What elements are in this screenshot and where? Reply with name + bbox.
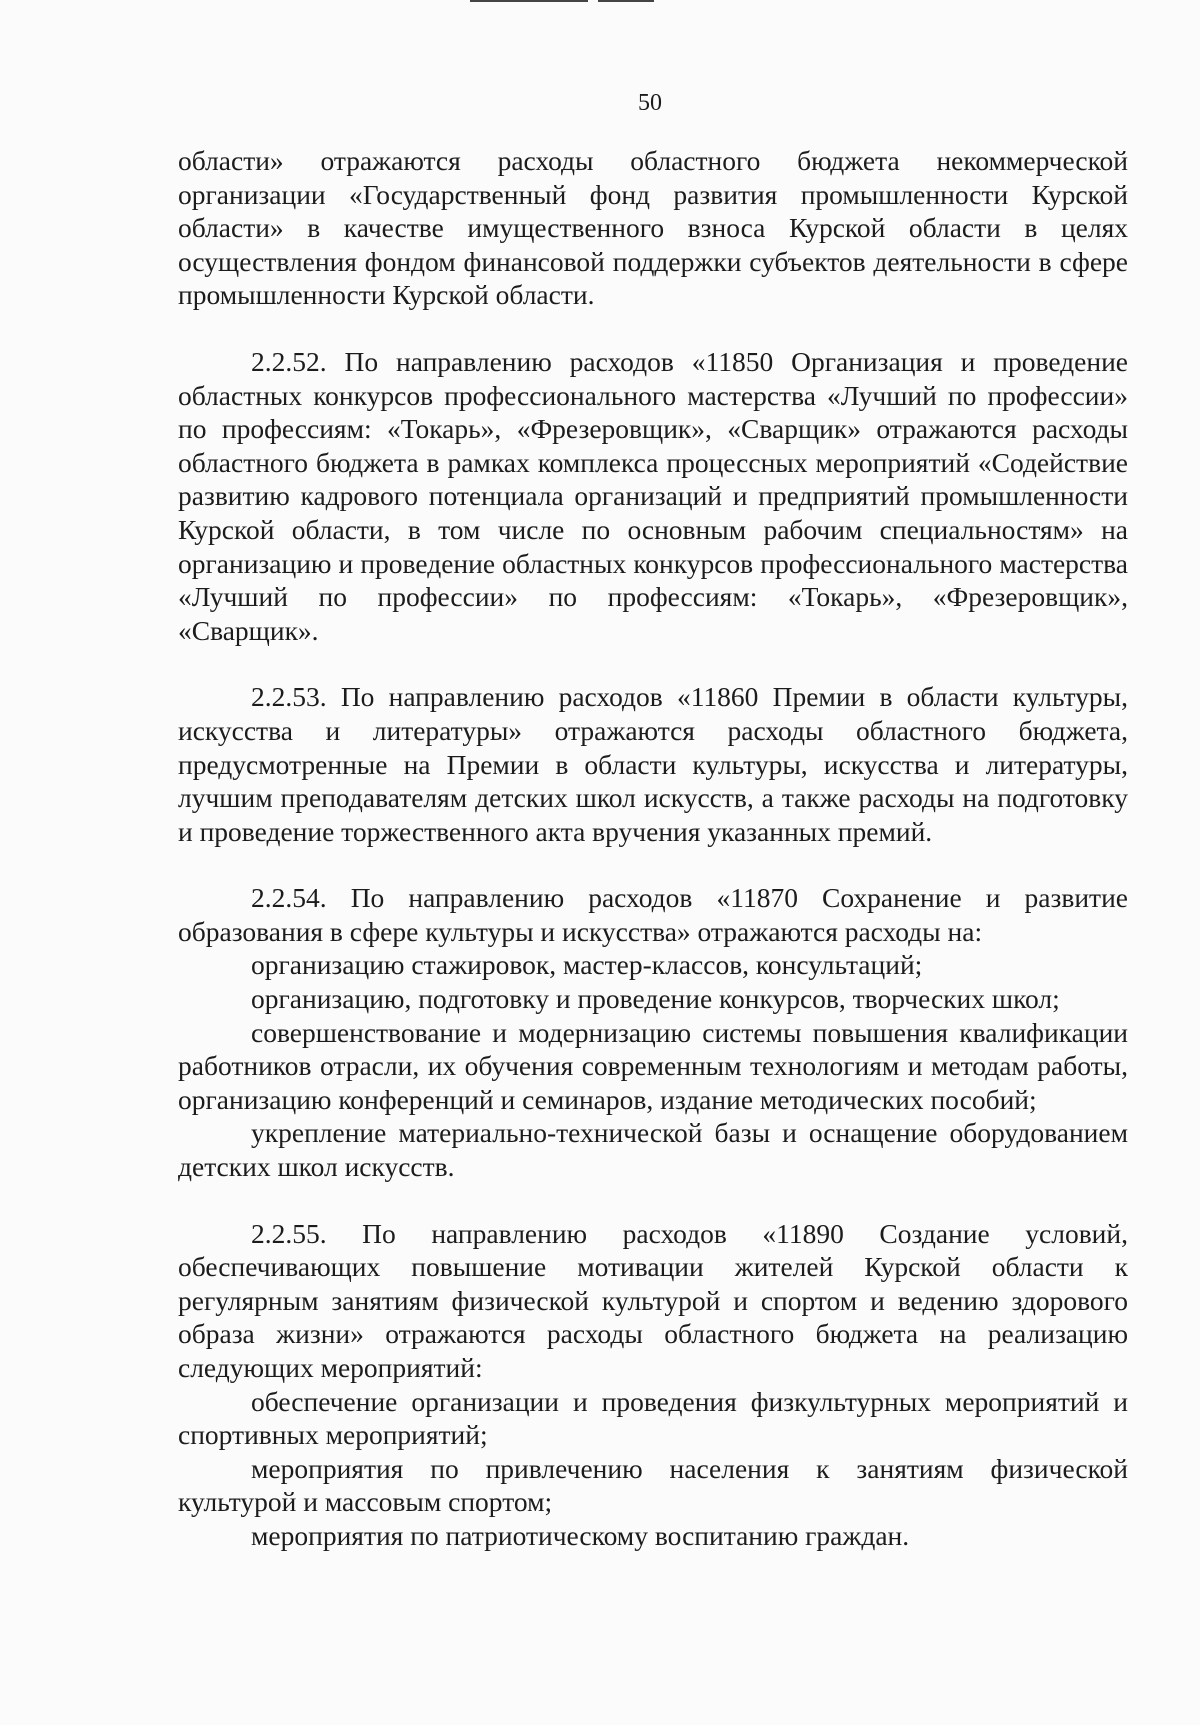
- paragraph-continuation: области» отражаются расходы областного бюджета некоммерческой организации «Государственный фонд развития промышленности Курской области» в качестве имущественного взноса Курской области в целях осуществления фондом финансовой поддержки субъектов деятельности в сфере промышленности Курской области.: [178, 145, 1128, 311]
- list-item: обеспечение организации и проведения физкультурных мероприятий и спортивных мероприятий;: [178, 1385, 1128, 1451]
- scan-edge-mark: [470, 0, 588, 2]
- page-number: 50: [638, 90, 662, 116]
- paragraph-section-2-2-53: 2.2.53. По направлению расходов «11860 Премии в области культуры, искусства и литературы» отражаются расходы областного бюджета, предусмотренные на Премии в области культуры, искусства и литературы, лучшим преподавателям детских школ искусств, а также расходы на подготовку и проведение торжественного акта вручения указанных премий.: [178, 681, 1128, 847]
- list-item: мероприятия по привлечению населения к занятиям физической культурой и массовым спортом;: [178, 1452, 1128, 1518]
- list-item: мероприятия по патриотическому воспитанию граждан.: [251, 1519, 910, 1551]
- paragraph-section-2-2-54: 2.2.54. По направлению расходов «11870 Сохранение и развитие образования в сфере культуры и искусства» отражаются расходы на:: [178, 882, 1128, 947]
- list-item: организацию стажировок, мастер-классов, консультаций;: [251, 949, 923, 981]
- document-body: [178, 144, 1128, 1553]
- paragraph-section-2-2-52: 2.2.52. По направлению расходов «11850 Организация и проведение областных конкурсов профессионального мастерства «Лучший по профессии» по профессиям: «Токарь», «Фрезеровщик», «Сварщик» отражаются расходы областного бюджета в рамках комплекса процессных мероприятий «Содействие развитию кадрового потенциала организаций и предприятий промышленности Курской области, в том числе по основным рабочим специальностям» на организацию и проведение областных конкурсов профессионального мастерства «Лучший по профессии» по профессиям: «Токарь», «Фрезеровщик», «Сварщик».: [178, 345, 1128, 646]
- list-item: организацию, подготовку и проведение конкурсов, творческих школ;: [251, 983, 1060, 1015]
- paragraph-section-2-2-55: 2.2.55. По направлению расходов «11890 Создание условий, обеспечивающих повышение мотивации жителей Курской области к регулярным занятиям физической культурой и спортом и ведению здорового образа жизни» отражаются расходы областного бюджета на реализацию следующих мероприятий:: [178, 1217, 1128, 1383]
- scan-edge-mark: [598, 0, 654, 2]
- list-item: совершенствование и модернизацию системы повышения квалификации работников отрасли, их обучения современным технологиям и методам работы, организацию конференций и семинаров, издание методических пособий;: [178, 1016, 1128, 1115]
- list-item: укрепление материально-технической базы и оснащение оборудованием детских школ искусств.: [178, 1117, 1128, 1183]
